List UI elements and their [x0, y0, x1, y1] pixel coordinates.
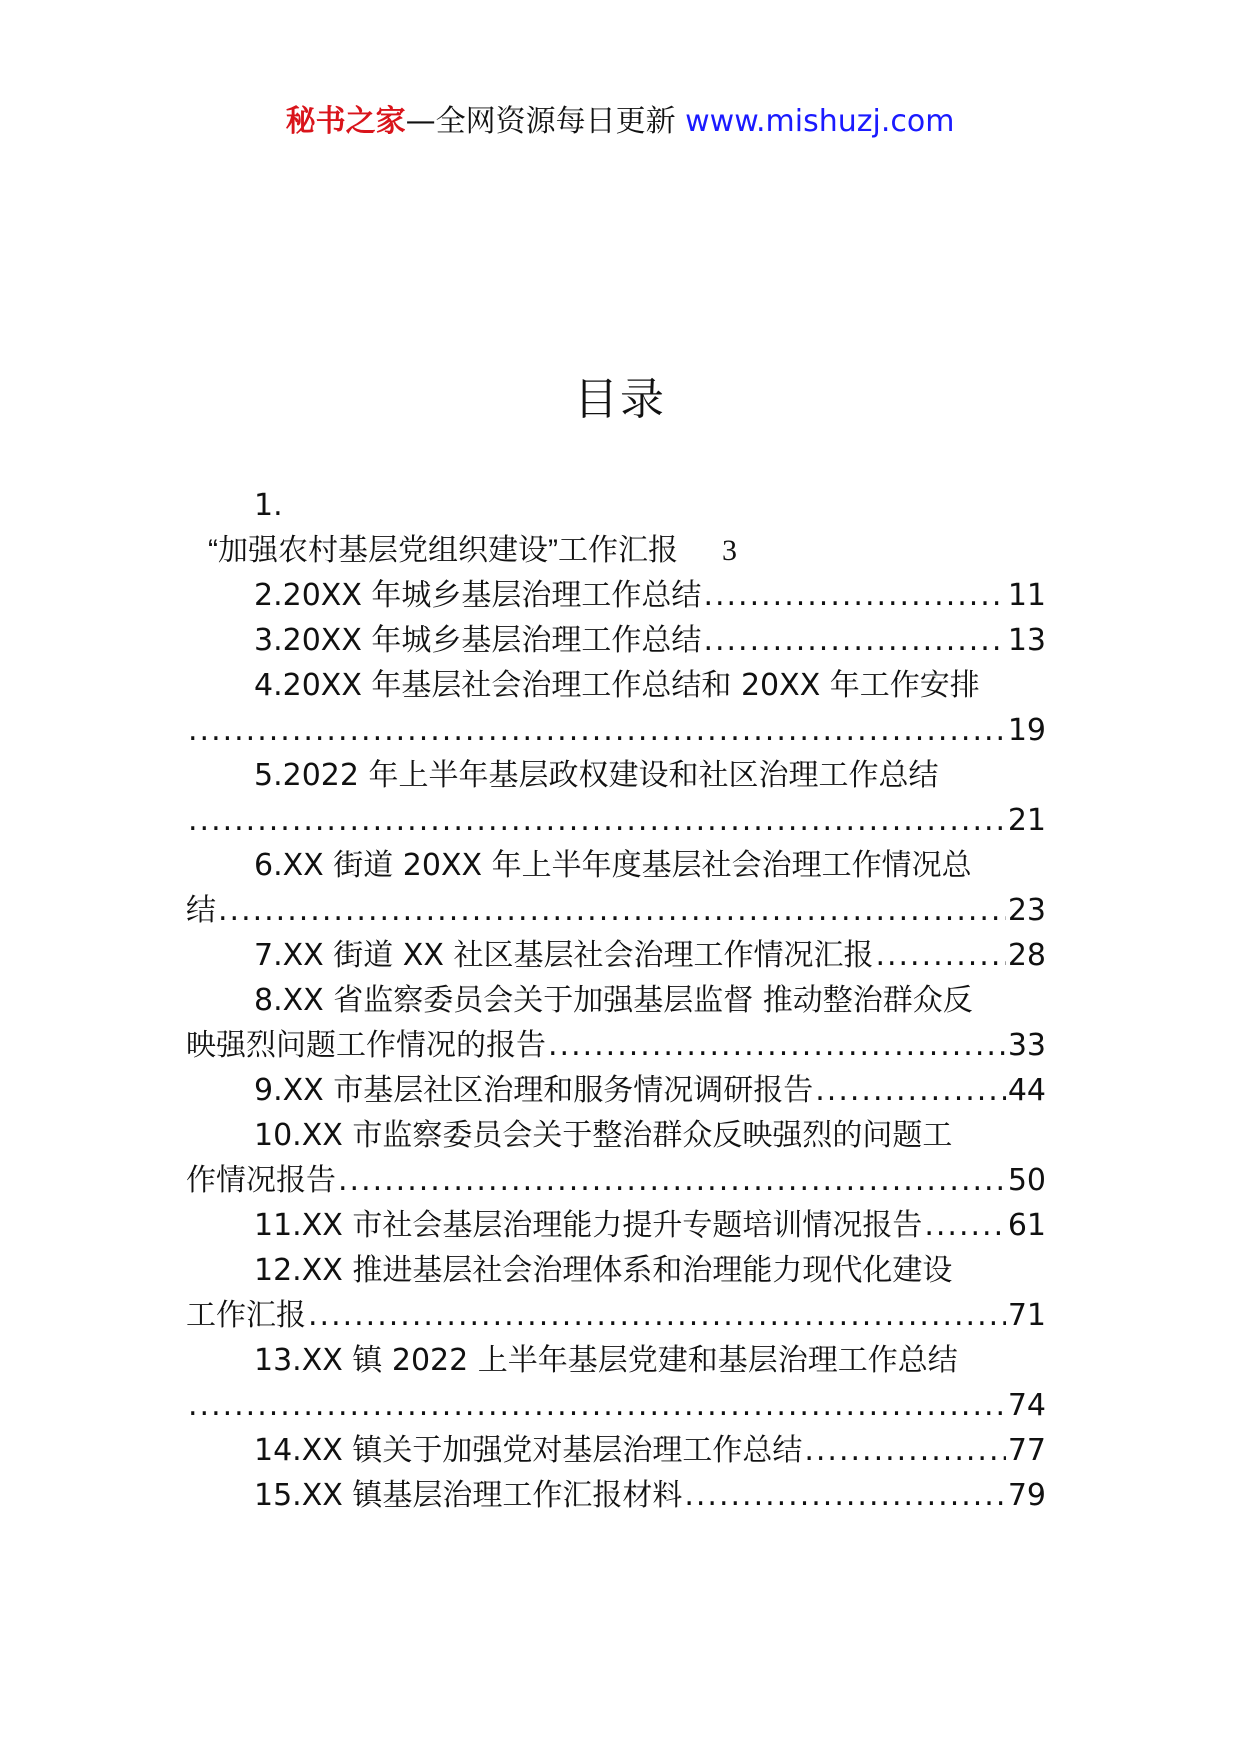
toc-entry-5[interactable]: [186, 798, 1046, 843]
header-tagline: —全网资源每日更新: [405, 104, 676, 139]
toc-leader-dots: [703, 618, 1005, 663]
toc-entry-page: 3: [721, 534, 737, 567]
toc-leader-dots: [218, 888, 1006, 933]
toc-entry-title: 14.XX 镇关于加强党对基层治理工作总结: [254, 1433, 803, 1468]
toc-entry-title: 15.XX 镇基层治理工作汇报材料: [254, 1478, 683, 1513]
toc-leader-dots: [703, 573, 1005, 618]
toc-entry-title-cont: 工作汇报: [186, 1298, 306, 1333]
page-header: [0, 100, 1240, 144]
toc-entry-title-cont: 作情况报告: [186, 1163, 336, 1198]
toc-entry-page: 44: [1007, 1073, 1046, 1108]
toc-title: 目录: [574, 374, 666, 425]
brand-name: 秘书之家: [285, 104, 406, 139]
toc-entry-13-title[interactable]: 13.XX 镇 2022 上半年基层党建和基层治理工作总结: [254, 1343, 958, 1378]
toc-entry-title: 9.XX 市基层社区治理和服务情况调研报告: [254, 1073, 814, 1108]
toc-leader-dots: [188, 798, 1006, 843]
website-link[interactable]: www.mishuzj.com: [685, 104, 955, 139]
toc-entry-title: 3.20XX 年城乡基层治理工作总结: [254, 623, 702, 658]
toc-entry-page: 77: [1007, 1433, 1046, 1468]
toc-entry-page: 33: [1007, 1028, 1046, 1063]
toc-entry-12[interactable]: [186, 1293, 1046, 1338]
toc-entry-page: 19: [1007, 713, 1046, 748]
toc-entry-1-number[interactable]: 1.: [254, 488, 283, 523]
toc-entry-page: 74: [1007, 1388, 1046, 1423]
toc-entry-2[interactable]: [186, 573, 1046, 618]
toc-leader-dots: [308, 1293, 1006, 1338]
toc-entry-page: 21: [1007, 803, 1046, 838]
toc-leader-dots: [188, 708, 1006, 753]
toc-entry-6-title[interactable]: 6.XX 街道 20XX 年上半年度基层社会治理工作情况总: [254, 848, 972, 883]
toc-entry-5-title[interactable]: 5.2022 年上半年基层政权建设和社区治理工作总结: [254, 758, 939, 793]
toc-leader-dots: [924, 1203, 1005, 1248]
toc-leader-dots: [815, 1068, 1006, 1113]
toc-entry-11[interactable]: [186, 1203, 1046, 1248]
toc-entry-15[interactable]: [186, 1473, 1046, 1518]
toc-entry-page: 71: [1007, 1298, 1046, 1333]
toc-entry-page: 79: [1007, 1478, 1046, 1513]
toc-entry-12-title[interactable]: 12.XX 推进基层社会治理体系和治理能力现代化建设: [254, 1253, 953, 1288]
toc-entry-title: 11.XX 市社会基层治理能力提升专题培训情况报告: [254, 1208, 923, 1243]
toc-entry-8[interactable]: [186, 1023, 1046, 1068]
toc-entry-page: 11: [1007, 578, 1046, 613]
toc-entry-14[interactable]: [186, 1428, 1046, 1473]
toc-entry-4[interactable]: [186, 708, 1046, 753]
toc-entry-title: 2.20XX 年城乡基层治理工作总结: [254, 578, 702, 613]
toc-entry-page: 23: [1007, 893, 1046, 928]
toc-entry-3[interactable]: [186, 618, 1046, 663]
toc-entry-6[interactable]: [186, 888, 1046, 933]
toc-entry-10[interactable]: [186, 1158, 1046, 1203]
toc-entry-4-title[interactable]: 4.20XX 年基层社会治理工作总结和 20XX 年工作安排: [254, 668, 980, 703]
toc-leader-dots: [188, 1383, 1006, 1428]
toc-leader-dots: [548, 1023, 1006, 1068]
toc-entry-7[interactable]: [186, 933, 1046, 978]
toc-entry-page: 28: [1007, 938, 1046, 973]
toc-entry-title: “加强农村基层党组织建设”工作汇报: [208, 534, 678, 567]
toc-leader-dots: [875, 933, 1005, 978]
toc-entry-10-title[interactable]: 10.XX 市监察委员会关于整治群众反映强烈的问题工: [254, 1118, 953, 1153]
toc-entry-page: 61: [1007, 1208, 1046, 1243]
table-of-contents: [186, 483, 1046, 1518]
toc-leader-dots: [338, 1158, 1006, 1203]
toc-entry-title-cont: 结: [186, 893, 216, 928]
toc-leader-dots: [804, 1428, 1005, 1473]
toc-entry-title-cont: 映强烈问题工作情况的报告: [186, 1028, 546, 1063]
toc-entry-title: 7.XX 街道 XX 社区基层社会治理工作情况汇报: [254, 938, 874, 973]
toc-leader-dots: [684, 1473, 1005, 1518]
toc-entry-8-title[interactable]: 8.XX 省监察委员会关于加强基层监督 推动整治群众反: [254, 983, 973, 1018]
toc-entry-page: 50: [1007, 1163, 1046, 1198]
toc-entry-page: 13: [1007, 623, 1046, 658]
toc-entry-9[interactable]: [186, 1068, 1046, 1113]
toc-entry-1[interactable]: [186, 528, 1046, 573]
toc-entry-13[interactable]: [186, 1383, 1046, 1428]
